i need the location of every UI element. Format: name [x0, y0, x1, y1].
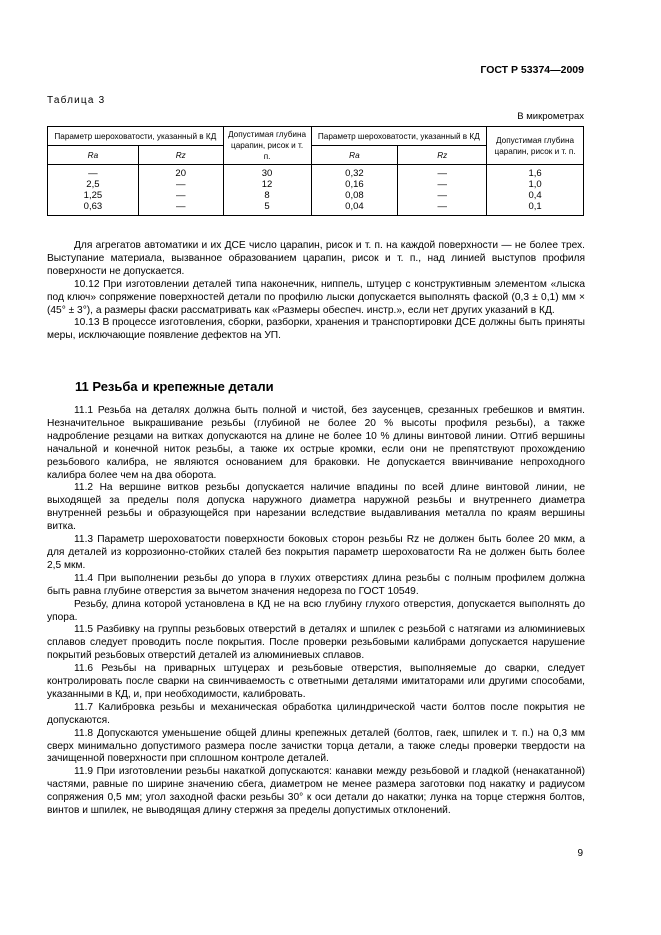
paragraph: 11.7 Калибровка резьбы и механическая обработка цилиндрической части болтов после покрытия не допускаются.	[47, 701, 585, 726]
roughness-table	[47, 126, 584, 216]
table-allowed-header-right: Допустимая глубина царапин, рисок и т. п.	[487, 127, 584, 165]
paragraph: 11.9 При изготовлении резьбы накаткой допускаются: канавки между резьбовой и гладкой (ненакатанной) частями, равные по ширине значению сбега, диаметром не менее размера заготовки под накатку и радиусом сопряжения 0,5 мм; угол заходной фаски резьбы 30° к оси детали до накатки; лунка на торце стержня болтов, винтов и шпилек, не выводящая длину стержня за пределы допустимых отклонений.	[47, 766, 585, 817]
table-cell: —	[48, 165, 139, 180]
table-cell: 20	[138, 165, 223, 180]
table-cell: —	[138, 179, 223, 190]
table-cell: 0,4	[487, 190, 584, 201]
table-cell: —	[138, 190, 223, 201]
page-number: 9	[577, 848, 583, 859]
paragraph: 11.5 Разбивку на группы резьбовых отверстий в деталях и шпилек с резьбой с натягами из алюминиевых сплавов следует проводить после покрытия. После проверки резьбовыми калибрами допускается нарушение покрытий резьбовых отверстий деталей из алюминиевых сплавов.	[47, 624, 585, 662]
table-group-header-left: Параметр шероховатости, указанный в КД	[48, 127, 224, 146]
table-cell: 1,6	[487, 165, 584, 180]
paragraph: 11.2 На вершине витков резьбы допускается наличие впадины по всей длине винтовой линии, не выходящей за пределы поля допуска наружного диаметра наружной резьбы и внутреннего диаметра внутренней резьбы и образующейся при нарезании вследствие выдавливания металла по краям вершины витка.	[47, 482, 585, 533]
paragraph: 11.6 Резьбы на приварных штуцерах и резьбовые отверстия, выполняемые до сварки, следует контролировать после сварки на свинчиваемость с ответными деталями имитаторами или другими способами, указанными в КД, и, при необходимости, калибровать.	[47, 663, 585, 700]
table-row	[48, 201, 584, 216]
table-units: В микрометрах	[517, 111, 584, 122]
table-cell: 0,1	[487, 201, 584, 216]
paragraphs-top	[47, 240, 585, 343]
table-cell: 12	[223, 179, 311, 190]
table-cell: 8	[223, 190, 311, 201]
table-cell: —	[398, 179, 487, 190]
table-cell: 0,04	[311, 201, 398, 216]
table-cell: 2,5	[48, 179, 139, 190]
table-row	[48, 190, 584, 201]
table-rz-header-right: Rz	[398, 146, 487, 165]
table-cell: 0,16	[311, 179, 398, 190]
table-cell: 1,25	[48, 190, 139, 201]
table-cell: 5	[223, 201, 311, 216]
section-title: 11 Резьба и крепежные детали	[75, 379, 274, 394]
table-ra-header-left: Ra	[48, 146, 139, 165]
table-cell: 0,32	[311, 165, 398, 180]
table-allowed-header-left: Допустимая глубина царапин, рисок и т. п.	[223, 127, 311, 165]
paragraph: 11.8 Допускаются уменьшение общей длины крепежных деталей (болтов, гаек, шпилек и т. п.) на 0,3 мм сверх минимально допустимого размера после зачистки торца детали, а также следы проверки твердости на зачищенной поверхности при сплошном контроле деталей.	[47, 727, 585, 765]
paragraph: 10.13 В процессе изготовления, сборки, разборки, хранения и транспортировки ДСЕ должны быть приняты меры, исключающие появление дефектов на УП.	[47, 317, 585, 342]
table-cell: 30	[223, 165, 311, 180]
standard-header: ГОСТ Р 53374—2009	[480, 64, 584, 76]
table-group-header-right: Параметр шероховатости, указанный в КД	[311, 127, 487, 146]
table-row	[48, 165, 584, 180]
paragraph: Резьбу, длина которой установлена в КД не на всю глубину глухого отверстия, допускается выполнять до упора.	[47, 598, 585, 623]
table-cell: 0,08	[311, 190, 398, 201]
table-cell: —	[398, 165, 487, 180]
paragraph: Для агрегатов автоматики и их ДСЕ число царапин, рисок и т. п. на каждой поверхности — не более трех. Выступание материала, вызванное образованием царапин, рисок и т. п., над линией выступов профиля поверхности не допускается.	[47, 240, 585, 277]
table-caption: Таблица 3	[47, 95, 106, 106]
table-cell: —	[398, 201, 487, 216]
table-cell: —	[138, 201, 223, 216]
table-cell: 0,63	[48, 201, 139, 216]
table-rz-header-left: Rz	[138, 146, 223, 165]
paragraph: 10.12 При изготовлении деталей типа наконечник, ниппель, штуцер с конструктивным элементом «лыска под ключ» сопряжение поверхностей детали по профилю лыски допускается выполнять фаской (0,3 ± 0,1) мм × (45° ± 3°), а размеры фаски рассматривать как «Размеры обеспеч. инстр.», если нет других указаний в КД.	[47, 278, 585, 316]
paragraph: 11.1 Резьба на деталях должна быть полной и чистой, без заусенцев, срезанных гребешков и вмятин. Незначительное выкрашивание резьбы (глубиной не более 20 % высоты профиля резьбы), а также надробление резцами на витках допускаются на длине не более 10 % длины винтовой линии. Отгиб вершины начальной и конечной ниток резьбы, а также их острые кромки, если они не препятствуют прохождению резьбового калибра, не являются основанием для браковки. Не допускается ввинчивание непроходного калибра более чем на два оборота.	[47, 405, 585, 481]
paragraph: 11.4 При выполнении резьбы до упора в глухих отверстиях длина резьбы с полным профилем должна быть равна глубине отверстия за вычетом значения недореза по ГОСТ 10549.	[47, 572, 585, 597]
table-ra-header-right: Ra	[311, 146, 398, 165]
paragraph: 11.3 Параметр шероховатости поверхности боковых сторон резьбы Rz не должен быть более 20 мкм, а для деталей из коррозионно-стойких сталей без покрытия параметр шероховатости Ra не должен быть более 2,5 мкм.	[47, 534, 585, 571]
table-row	[48, 179, 584, 190]
paragraphs-main	[47, 405, 585, 818]
table-cell: —	[398, 190, 487, 201]
table-cell: 1,0	[487, 179, 584, 190]
